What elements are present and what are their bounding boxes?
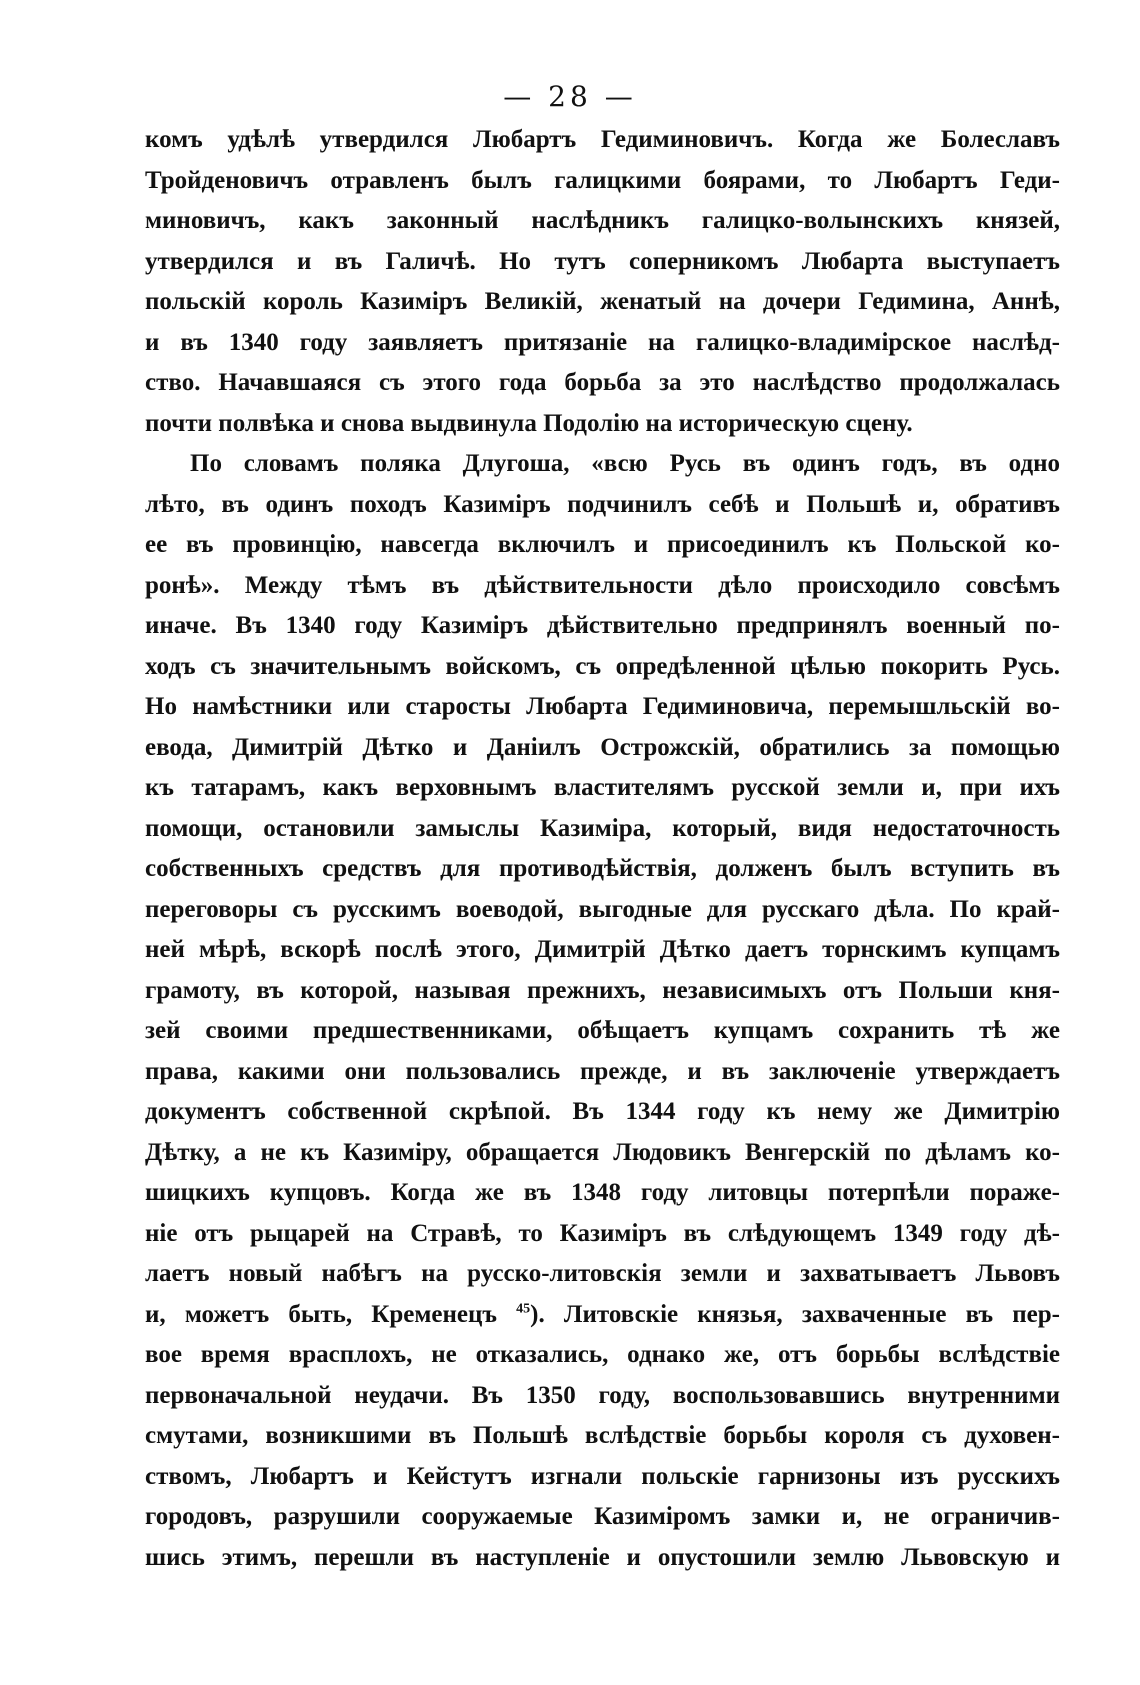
text-line: евода, Димитрій Дѣтко и Даніилъ Острожскій, обратились за помощью [145, 733, 1060, 761]
text-line: ронѣ». Между тѣмъ въ дѣйствительности дѣло происходило совсѣмъ [145, 571, 1060, 599]
text-line: документъ собственной скрѣпой. Въ 1344 году къ нему же Димитрію [145, 1098, 1060, 1125]
text-line: городовъ, разрушили сооружаемые Казиміромъ замки и, не ограничив- [145, 1503, 1060, 1530]
text-line-with-footnote [145, 1295, 1060, 1336]
text-line: ней мѣрѣ, вскорѣ послѣ этого, Димитрій Дѣтко даетъ торнскимъ купцамъ [145, 936, 1060, 963]
text-line: смутами, возникшими въ Польшѣ вслѣдствіе борьбы короля съ духовен- [145, 1422, 1060, 1449]
text-line: переговоры съ русскимъ воеводой, выгодные для русскаго дѣла. По край- [145, 895, 1060, 923]
text-line: утвердился и въ Галичѣ. Но тутъ соперникомъ Любарта выступаетъ [145, 247, 1060, 275]
text-line: ходъ съ значительнымъ войскомъ, съ опредѣленной цѣлью покорить Русь. [145, 652, 1060, 680]
text-line: ствомъ, Любартъ и Кейстутъ изгнали польскіе гарнизоны изъ русскихъ [145, 1462, 1060, 1490]
text-line: Но намѣстники или старосты Любарта Гедиминовича, перемышльскій во- [145, 693, 1060, 720]
text-line: По словамъ поляка Длугоша, «всю Русь въ одинъ годъ, въ одно [190, 450, 1060, 477]
text-line: и въ 1340 году заявляетъ притязаніе на галицко-владимірское наслѣд- [145, 328, 1060, 356]
text-line: миновичъ, какъ законный наслѣдникъ галицко-волынскихъ князей, [145, 207, 1060, 234]
text-line: первоначальной неудачи. Въ 1350 году, воспользовавшись внутренними [145, 1381, 1060, 1409]
text-line: иначе. Въ 1340 году Казиміръ дѣйствительно предпринялъ военный по- [145, 612, 1060, 639]
text-line: ее въ провинцію, навсегда включилъ и присоединилъ къ Польской ко- [145, 531, 1060, 558]
text-line: почти полвѣка и снова выдвинула Подолію на историческую сцену. [145, 409, 913, 437]
body-text [145, 120, 1060, 1578]
text-line: ство. Начавшаяся съ этого года борьба за это наслѣдство продолжалась [145, 369, 1060, 396]
text-line: собственныхъ средствъ для противодѣйствія, долженъ былъ вступить въ [145, 855, 1060, 882]
text-line: Тройденовичъ отравленъ былъ галицкими боярами, то Любартъ Геди- [145, 166, 1060, 194]
page-number: — 28 — [503, 80, 637, 113]
text-line: лѣто, въ одинъ походъ Казиміръ подчинилъ себѣ и Польшѣ и, обративъ [145, 490, 1060, 518]
text-line: къ татарамъ, какъ верховнымъ властителямъ русской земли и, при ихъ [145, 774, 1060, 801]
text-line: зей своими предшественниками, обѣщаетъ купцамъ сохранить тѣ же [145, 1017, 1060, 1044]
text-fragment: и, можетъ быть, Кременецъ [145, 1300, 497, 1328]
text-line: вое время врасплохъ, не отказались, однако же, отъ борьбы вслѣдствіе [145, 1341, 1060, 1368]
text-line: помощи, остановили замыслы Казиміра, который, видя недостаточность [145, 814, 1060, 842]
text-line: комъ удѣлѣ утвердился Любартъ Гедиминовичъ. Когда же Болеславъ [145, 126, 1060, 153]
text-line: Дѣтку, а не къ Казиміру, обращается Людовикъ Венгерскій по дѣламъ ко- [145, 1138, 1060, 1166]
footnote-reference[interactable]: 45 [516, 1301, 531, 1317]
text-line: грамоту, въ которой, называя прежнихъ, независимыхъ отъ Польши кня- [145, 976, 1060, 1004]
text-line: права, какими они пользовались прежде, и въ заключеніе утверждаетъ [145, 1057, 1060, 1085]
text-fragment: ). Литовскіе князья, захваченные въ пер- [530, 1300, 1060, 1328]
text-line: шись этимъ, перешли въ наступленіе и опустошили землю Львовскую и [145, 1543, 1060, 1571]
text-line: ніе отъ рыцарей на Стравѣ, то Казиміръ въ слѣдующемъ 1349 году дѣ- [145, 1219, 1060, 1247]
text-line: польскій король Казиміръ Великій, женатый на дочери Гедимина, Аннѣ, [145, 288, 1060, 315]
text-line: шицкихъ купцовъ. Когда же въ 1348 году литовцы потерпѣли пораже- [145, 1179, 1060, 1206]
text-line: лаетъ новый набѣгъ на русско-литовскія земли и захватываетъ Львовъ [145, 1260, 1060, 1287]
